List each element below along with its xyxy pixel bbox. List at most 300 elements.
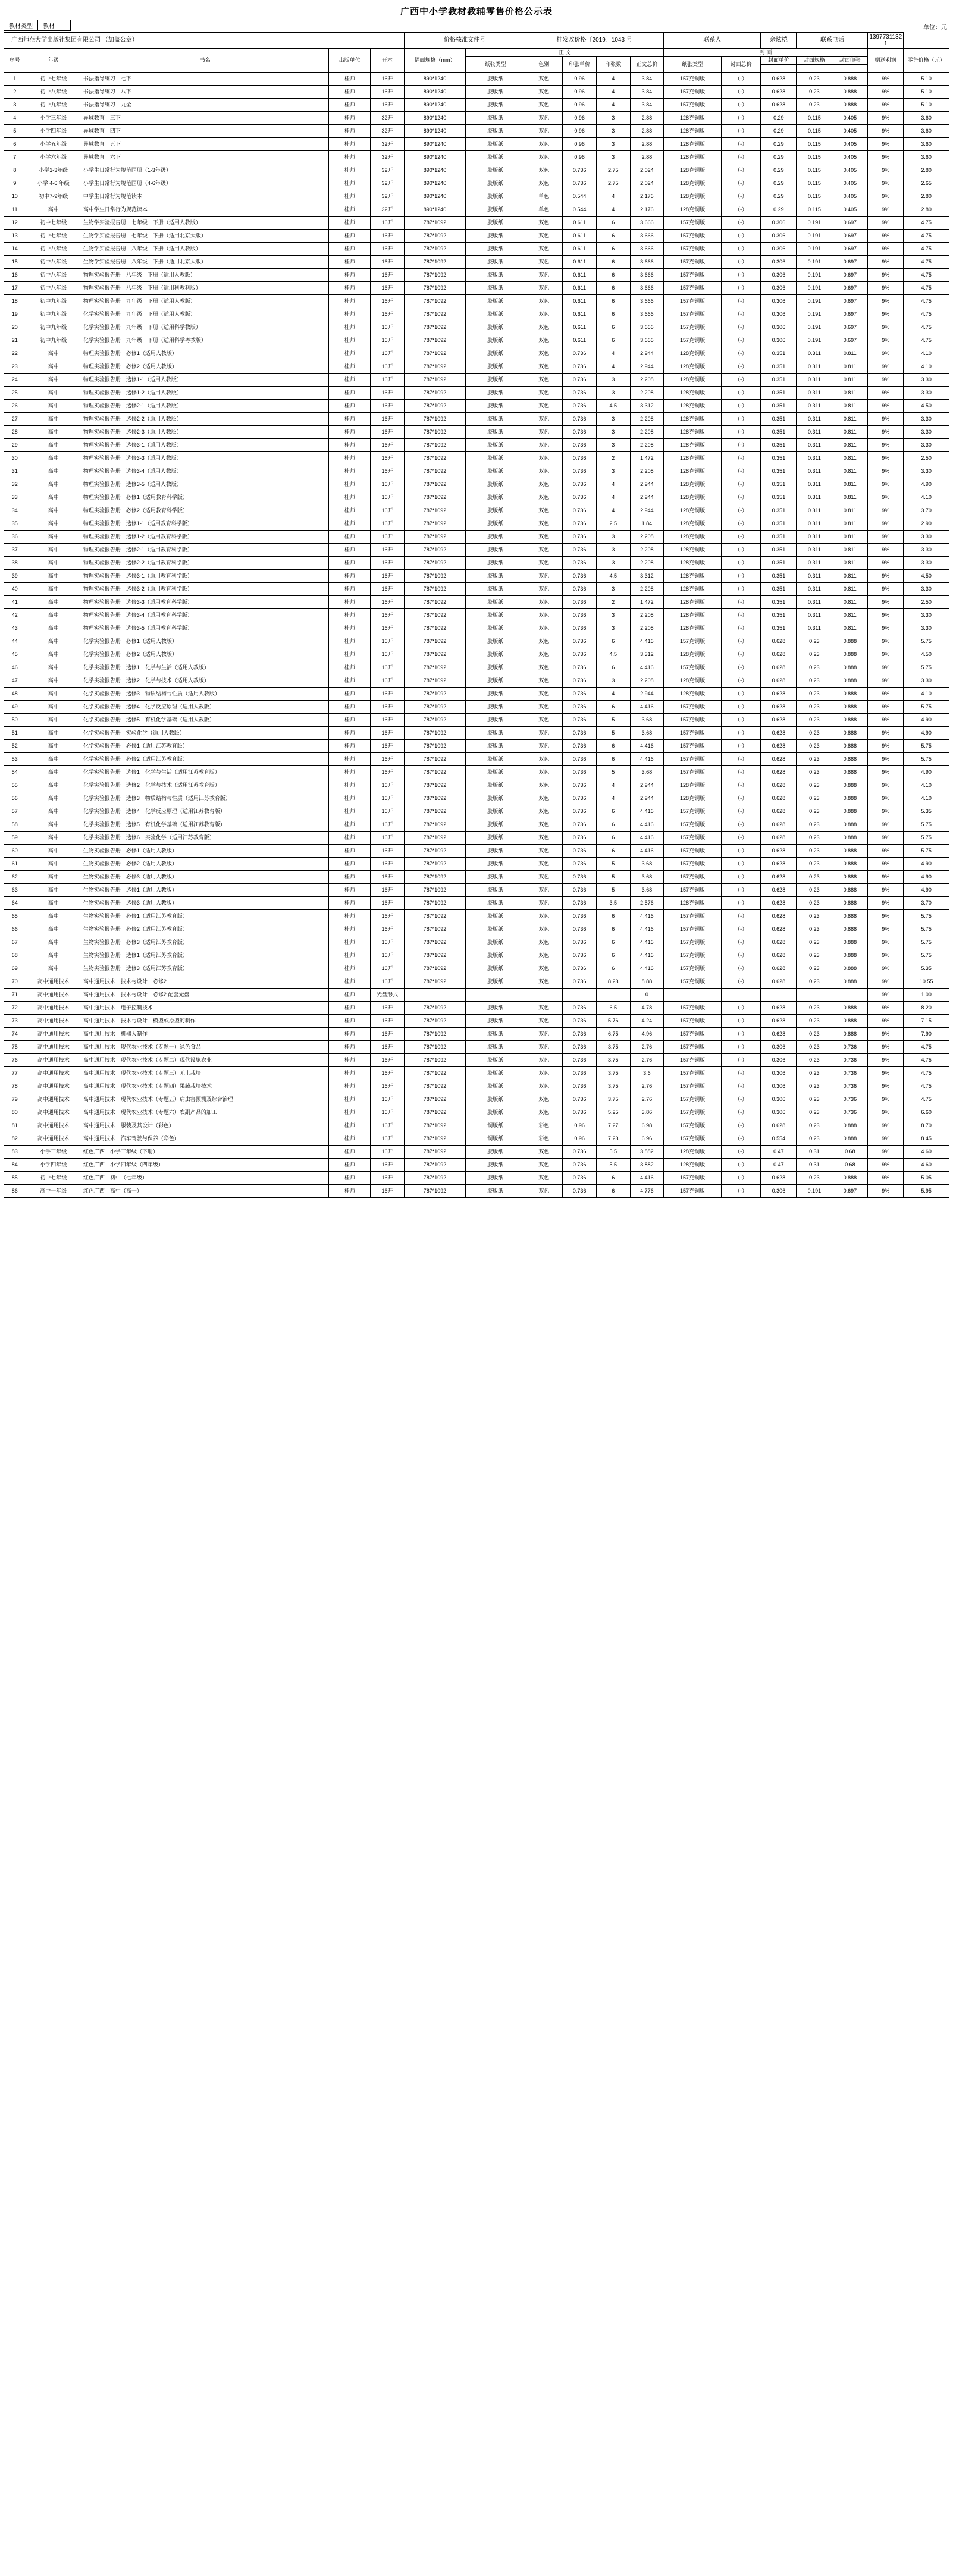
cell-value: 0.888 [832,1002,868,1015]
cell-value: 胶版纸 [466,975,525,989]
cell-value: 4.90 [904,727,949,740]
cell-value: 胶版纸 [466,753,525,766]
cell-value: 157克铜版 [664,818,722,832]
cell-value: 高中 [26,491,81,504]
cell-value: 16开 [371,714,405,727]
table-row [4,740,949,753]
cell-value: 0.405 [832,177,868,190]
cell-value: 16开 [371,1132,405,1146]
cell-value: 桂师 [329,308,371,321]
cell-value: 双色 [525,517,563,531]
cell-value: 双色 [525,740,563,753]
cell-value: 0.628 [761,792,797,805]
table-row [4,334,949,347]
cell-value: 双色 [525,217,563,230]
cell-value: 42 [4,609,26,622]
cell-value: 0.351 [761,570,797,583]
cell-value: 9% [868,674,904,688]
cell-value: 16开 [371,308,405,321]
table-row [4,478,949,491]
cell-value: 9% [868,583,904,596]
cell-book-title: 生物学实验报告册 八年级 下册（适用人教版） [81,243,328,256]
cell-value: 80 [4,1106,26,1119]
cell-value: 9% [868,622,904,635]
cell-book-title: 物理实验报告册 选修3-3（适用人教版） [81,452,328,465]
cell-value: 0.888 [832,897,868,910]
cell-value: 9% [868,321,904,334]
cell-value: 0.628 [761,1015,797,1028]
cell-value: 桂师 [329,936,371,949]
cell-value: 16开 [371,635,405,648]
col-grade: 年级 [26,49,81,73]
cell-value: 0.736 [563,426,597,439]
cell-value: 0.811 [832,374,868,387]
cell-value: 胶版纸 [466,688,525,701]
cell-value: 小学四年级 [26,125,81,138]
cell-value: 787*1092 [404,308,465,321]
cell-book-title: 物理实验报告册 选修3-5（适用教育科学版） [81,622,328,635]
cell-value: 胶版纸 [466,374,525,387]
cell-book-title: 高中通用技术 汽车驾驶与保养（彩色） [81,1132,328,1146]
cell-value: 5.25 [596,1106,630,1119]
cell-value: 4 [596,86,630,99]
cell-value: （-） [721,818,761,832]
cell-value: （-） [721,177,761,190]
cell-value: 0.697 [832,230,868,243]
cell-book-title: 化学实验报告册 必修2（适用人教版） [81,648,328,661]
cell-value: 157克铜版 [664,923,722,936]
cell-value: （-） [721,753,761,766]
cell-value: 高中通用技术 [26,1093,81,1106]
cell-value: 0.811 [832,517,868,531]
cell-value: 0.311 [797,622,832,635]
cell-book-title: 化学实验报告册 九年级 下册（适用人教版） [81,308,328,321]
cell-value: 890*1240 [404,203,465,217]
cell-value: 0.96 [563,151,597,164]
cell-value: 0.736 [563,1185,597,1198]
cell-value: 胶版纸 [466,465,525,478]
table-row [4,99,949,112]
col-cover-total: 封面总价 [721,57,761,73]
cell-value: 3.30 [904,609,949,622]
cell-value: 2.80 [904,203,949,217]
cell-value: 0.351 [761,452,797,465]
cell-value: 0.191 [797,295,832,308]
cell-value: 桂师 [329,190,371,203]
cell-value: 157克铜版 [664,295,722,308]
cell-value: 0.29 [761,125,797,138]
cell-value: 高中 [26,661,81,674]
cell-value: 0.888 [832,936,868,949]
cell-value: 初中八年级 [26,282,81,295]
cell-value: 890*1240 [404,138,465,151]
cell-value: 3.75 [596,1093,630,1106]
cell-value: 9% [868,1146,904,1159]
cell-value: 0.811 [832,491,868,504]
cell-value: 34 [4,504,26,517]
cell-value: 9% [868,452,904,465]
cell-value: 高中 [26,805,81,818]
cell-value: 128克铜版 [664,151,722,164]
cell-value: 双色 [525,766,563,779]
cell-value: 9% [868,845,904,858]
cell-value: 双色 [525,648,563,661]
cell-value: 0.697 [832,321,868,334]
cell-value: （-） [721,190,761,203]
cell-value: 双色 [525,688,563,701]
cell-value: 胶版纸 [466,1067,525,1080]
cell-value: 胶版纸 [466,766,525,779]
cell-value: 胶版纸 [466,635,525,648]
cell-value: 桂师 [329,243,371,256]
cell-value: 0.888 [832,674,868,688]
cell-value: 22 [4,347,26,360]
cell-value: 0.736 [563,648,597,661]
cell-value: 0.736 [563,413,597,426]
cell-value: 7.15 [904,1015,949,1028]
cell-value: 79 [4,1093,26,1106]
cell-value: 16开 [371,897,405,910]
cell-value: 双色 [525,73,563,86]
cell-value: 9% [868,923,904,936]
cell-value: 0.23 [797,674,832,688]
cell-value [466,989,525,1002]
cell-value: 21 [4,334,26,347]
cell-value: 胶版纸 [466,190,525,203]
table-row [4,635,949,648]
cell-value: 初中九年级 [26,99,81,112]
cell-value: 787*1092 [404,1172,465,1185]
cell-value: 0.23 [797,99,832,112]
cell-value: 787*1092 [404,334,465,347]
cell-value: 6 [596,701,630,714]
cell-value: 胶版纸 [466,1041,525,1054]
table-row [4,400,949,413]
cell-value: 10 [4,190,26,203]
cell-value: 16开 [371,1185,405,1198]
header-row-1 [4,49,949,57]
cell-value: 128克铜版 [664,596,722,609]
cell-value: 0.306 [761,1185,797,1198]
cell-value: 0.191 [797,243,832,256]
table-row [4,177,949,190]
cell-value: 4.96 [630,1028,664,1041]
table-row [4,439,949,452]
cell-value: 4.416 [630,701,664,714]
cell-value: 0.115 [797,138,832,151]
cell-value: 7.23 [596,1132,630,1146]
cell-value: 6 [596,308,630,321]
cell-value: 4 [596,360,630,374]
cell-value: 16开 [371,910,405,923]
cell-value: 2.208 [630,426,664,439]
cell-value: 0.351 [761,596,797,609]
cell-value: 38 [4,557,26,570]
cell-value: 9% [868,308,904,321]
cell-value: 2.88 [630,138,664,151]
cell-value: 9% [868,753,904,766]
cell-value: 3 [596,374,630,387]
price-table [4,32,949,1198]
cell-value: 桂师 [329,832,371,845]
cell-value: 高中 [26,426,81,439]
cell-value: 双色 [525,805,563,818]
col-main-text-group: 正 文 [466,49,664,57]
cell-value: 3.882 [630,1159,664,1172]
cell-value: 4.90 [904,478,949,491]
cell-value: 3.75 [596,1080,630,1093]
cell-value: 0.29 [761,138,797,151]
cell-value: 4.416 [630,962,664,975]
cell-value: 双色 [525,1093,563,1106]
cell-value: 5.75 [904,635,949,648]
table-row [4,426,949,439]
cell-value: （-） [721,99,761,112]
cell-value: 16开 [371,583,405,596]
col-cover-sheets: 封面印张 [832,57,868,64]
cell-value: 初中七年级 [26,217,81,230]
cell-value: 0.628 [761,897,797,910]
cell-value: 11 [4,203,26,217]
cell-value: （-） [721,661,761,674]
cell-value: 157克铜版 [664,714,722,727]
cell-value: 6 [596,832,630,845]
cell-value: 0.23 [797,962,832,975]
cell-value: 787*1092 [404,387,465,400]
col-main-price: 印张单价 [563,57,597,73]
cell-value: 0.611 [563,269,597,282]
cell-value: 胶版纸 [466,884,525,897]
cell-value: 0.736 [832,1067,868,1080]
cell-value: 157克铜版 [664,1119,722,1132]
cell-value: 16开 [371,321,405,334]
publisher-cell: 广西师范大学出版社集团有限公司 （加盖公章） [4,33,405,49]
cell-value: 9% [868,648,904,661]
cell-value: 双色 [525,256,563,269]
cell-value: 67 [4,936,26,949]
cell-value: 高中 [26,360,81,374]
cell-value: 76 [4,1054,26,1067]
cell-value: 5.05 [904,1172,949,1185]
cell-value: 胶版纸 [466,714,525,727]
cell-value: 128克铜版 [664,478,722,491]
cell-value: 0.611 [563,321,597,334]
table-row [4,832,949,845]
cell-book-title: 物理实验报告册 选修2-1（适用人教版） [81,400,328,413]
cell-value: （-） [721,504,761,517]
cell-value: 0.96 [563,1119,597,1132]
cell-value: 0.736 [563,1015,597,1028]
cell-value: 0.23 [797,858,832,871]
cell-value: 787*1092 [404,1106,465,1119]
table-row [4,975,949,989]
cell-value: 0.628 [761,714,797,727]
cell-value: 47 [4,674,26,688]
cell-value: 0.736 [563,910,597,923]
cell-value: 56 [4,792,26,805]
cell-value: （-） [721,570,761,583]
cell-value: 0.23 [797,1054,832,1067]
cell-value: 0.311 [797,439,832,452]
cell-value: 16开 [371,884,405,897]
cell-value: 787*1092 [404,727,465,740]
table-row [4,936,949,949]
cell-value: 157克铜版 [664,1080,722,1093]
cell-value: 3.86 [630,1106,664,1119]
cell-value: 25 [4,387,26,400]
cell-value: 3.666 [630,321,664,334]
cell-value: 0.628 [761,923,797,936]
cell-value: 0.611 [563,243,597,256]
cell-value: 双色 [525,308,563,321]
cell-value: 高中 [26,897,81,910]
cell-value: 胶版纸 [466,426,525,439]
table-row [4,1002,949,1015]
cell-value: 双色 [525,596,563,609]
cell-value: 桂师 [329,347,371,360]
cell-value: 0.306 [761,321,797,334]
table-row [4,517,949,531]
cell-book-title: 高中通用技术 技术与设计 必修2 配套光盘 [81,989,328,1002]
table-row [4,1067,949,1080]
cell-value: 0.611 [563,334,597,347]
cell-value: 5 [596,871,630,884]
cell-value: 0.351 [761,531,797,544]
cell-value: 44 [4,635,26,648]
cell-value: 0.23 [797,1015,832,1028]
cell-value: 2.208 [630,544,664,557]
cell-value: 双色 [525,1028,563,1041]
cell-value: 0.736 [563,504,597,517]
cell-value: 双色 [525,230,563,243]
cell-value: 高中 [26,740,81,753]
cell-value: 3.666 [630,230,664,243]
cell-book-title: 高中通用技术 现代农业技术（专题五）病虫害预测及综合治理 [81,1093,328,1106]
table-row [4,360,949,374]
cell-value: 0.23 [797,949,832,962]
cell-value: 0.697 [832,256,868,269]
cell-value: 高中通用技术 [26,1067,81,1080]
cell-value: 33 [4,491,26,504]
cell-value: （-） [721,308,761,321]
cell-value: 2 [4,86,26,99]
cell-value: 4.90 [904,858,949,871]
cell-value: 0.736 [563,1159,597,1172]
page-title: 广西中小学教材教辅零售价格公示表 [400,7,553,17]
cell-value: 高中通用技术 [26,1132,81,1146]
cell-value: 双色 [525,910,563,923]
cell-value: （-） [721,465,761,478]
cell-value: 9% [868,177,904,190]
cell-value: 双色 [525,949,563,962]
cell-value: 157克铜版 [664,845,722,858]
cell-value: 胶版纸 [466,112,525,125]
cell-value: 0.811 [832,347,868,360]
cell-value: 16开 [371,792,405,805]
cell-value: 16开 [371,1080,405,1093]
cell-value: 787*1092 [404,1132,465,1146]
cell-value: 3.30 [904,426,949,439]
cell-value: 高中通用技术 [26,1041,81,1054]
cell-value: 157克铜版 [664,949,722,962]
cell-book-title: 物理实验报告册 必修1（适用人教版） [81,347,328,360]
cell-value: 5.76 [596,1015,630,1028]
cell-value: 128克铜版 [664,465,722,478]
cell-value: 16开 [371,400,405,413]
cell-value: 16开 [371,1028,405,1041]
cell-value: 0.29 [761,203,797,217]
cell-value: 0.628 [761,753,797,766]
cell-book-title: 高中通用技术 现代农业技术（专题二）现代设施农业 [81,1054,328,1067]
cell-value: 890*1240 [404,190,465,203]
cell-value: 桂师 [329,635,371,648]
cell-value: 9% [868,609,904,622]
cell-value: 0.68 [832,1146,868,1159]
cell-book-title: 高中通用技术 机器人制作 [81,1028,328,1041]
cell-value: 6 [596,805,630,818]
cell-value: 2.208 [630,609,664,622]
cell-value: 3 [596,557,630,570]
table-row [4,818,949,832]
cell-value: 9% [868,478,904,491]
cell-value: 787*1092 [404,1028,465,1041]
cell-value: 高中 [26,557,81,570]
cell-book-title: 高中通用技术 现代农业技术（专题六）农副产品的加工 [81,1106,328,1119]
cell-value: 6.75 [596,1028,630,1041]
cell-value: 胶版纸 [466,125,525,138]
cell-value: 0.736 [563,1172,597,1185]
cell-value: 0.736 [563,570,597,583]
cell-value: 胶版纸 [466,308,525,321]
cell-book-title: 物理实验报告册 选修2-1（适用教育科学版） [81,544,328,557]
cell-value: 32开 [371,125,405,138]
cell-value: 0.23 [797,753,832,766]
cell-value: 0.736 [563,491,597,504]
cell-value: 128克铜版 [664,504,722,517]
cell-value: 9% [868,360,904,374]
cell-value: 4.10 [904,688,949,701]
cell-value: 3 [596,387,630,400]
cell-book-title: 化学实验报告册 必修1（适用江苏教育版） [81,740,328,753]
cell-value: 157克铜版 [664,766,722,779]
cell-value: 桂师 [329,688,371,701]
cell-value: 2.944 [630,347,664,360]
cell-value: （-） [721,740,761,753]
cell-value: 7.90 [904,1028,949,1041]
cell-value: 0.811 [832,439,868,452]
cell-value: 9% [868,936,904,949]
cell-value: 787*1092 [404,1080,465,1093]
cell-value: 2 [596,596,630,609]
cell-value: 16开 [371,360,405,374]
cell-value: 高中 [26,845,81,858]
cell-value: 0.23 [797,936,832,949]
cell-value: 2.5 [596,517,630,531]
cell-value: 高中 [26,413,81,426]
cell-value: 桂师 [329,360,371,374]
cell-value: 5.75 [904,753,949,766]
cell-value: 2.944 [630,688,664,701]
cell-value: 0.811 [832,622,868,635]
cell-value: 0.736 [563,674,597,688]
cell-value: 6 [596,923,630,936]
cell-value: （-） [721,125,761,138]
cell-value: 2.75 [596,177,630,190]
cell-value: 1.84 [630,517,664,531]
cell-value: 3.30 [904,674,949,688]
cell-value: 2.208 [630,465,664,478]
cell-value: 桂师 [329,949,371,962]
